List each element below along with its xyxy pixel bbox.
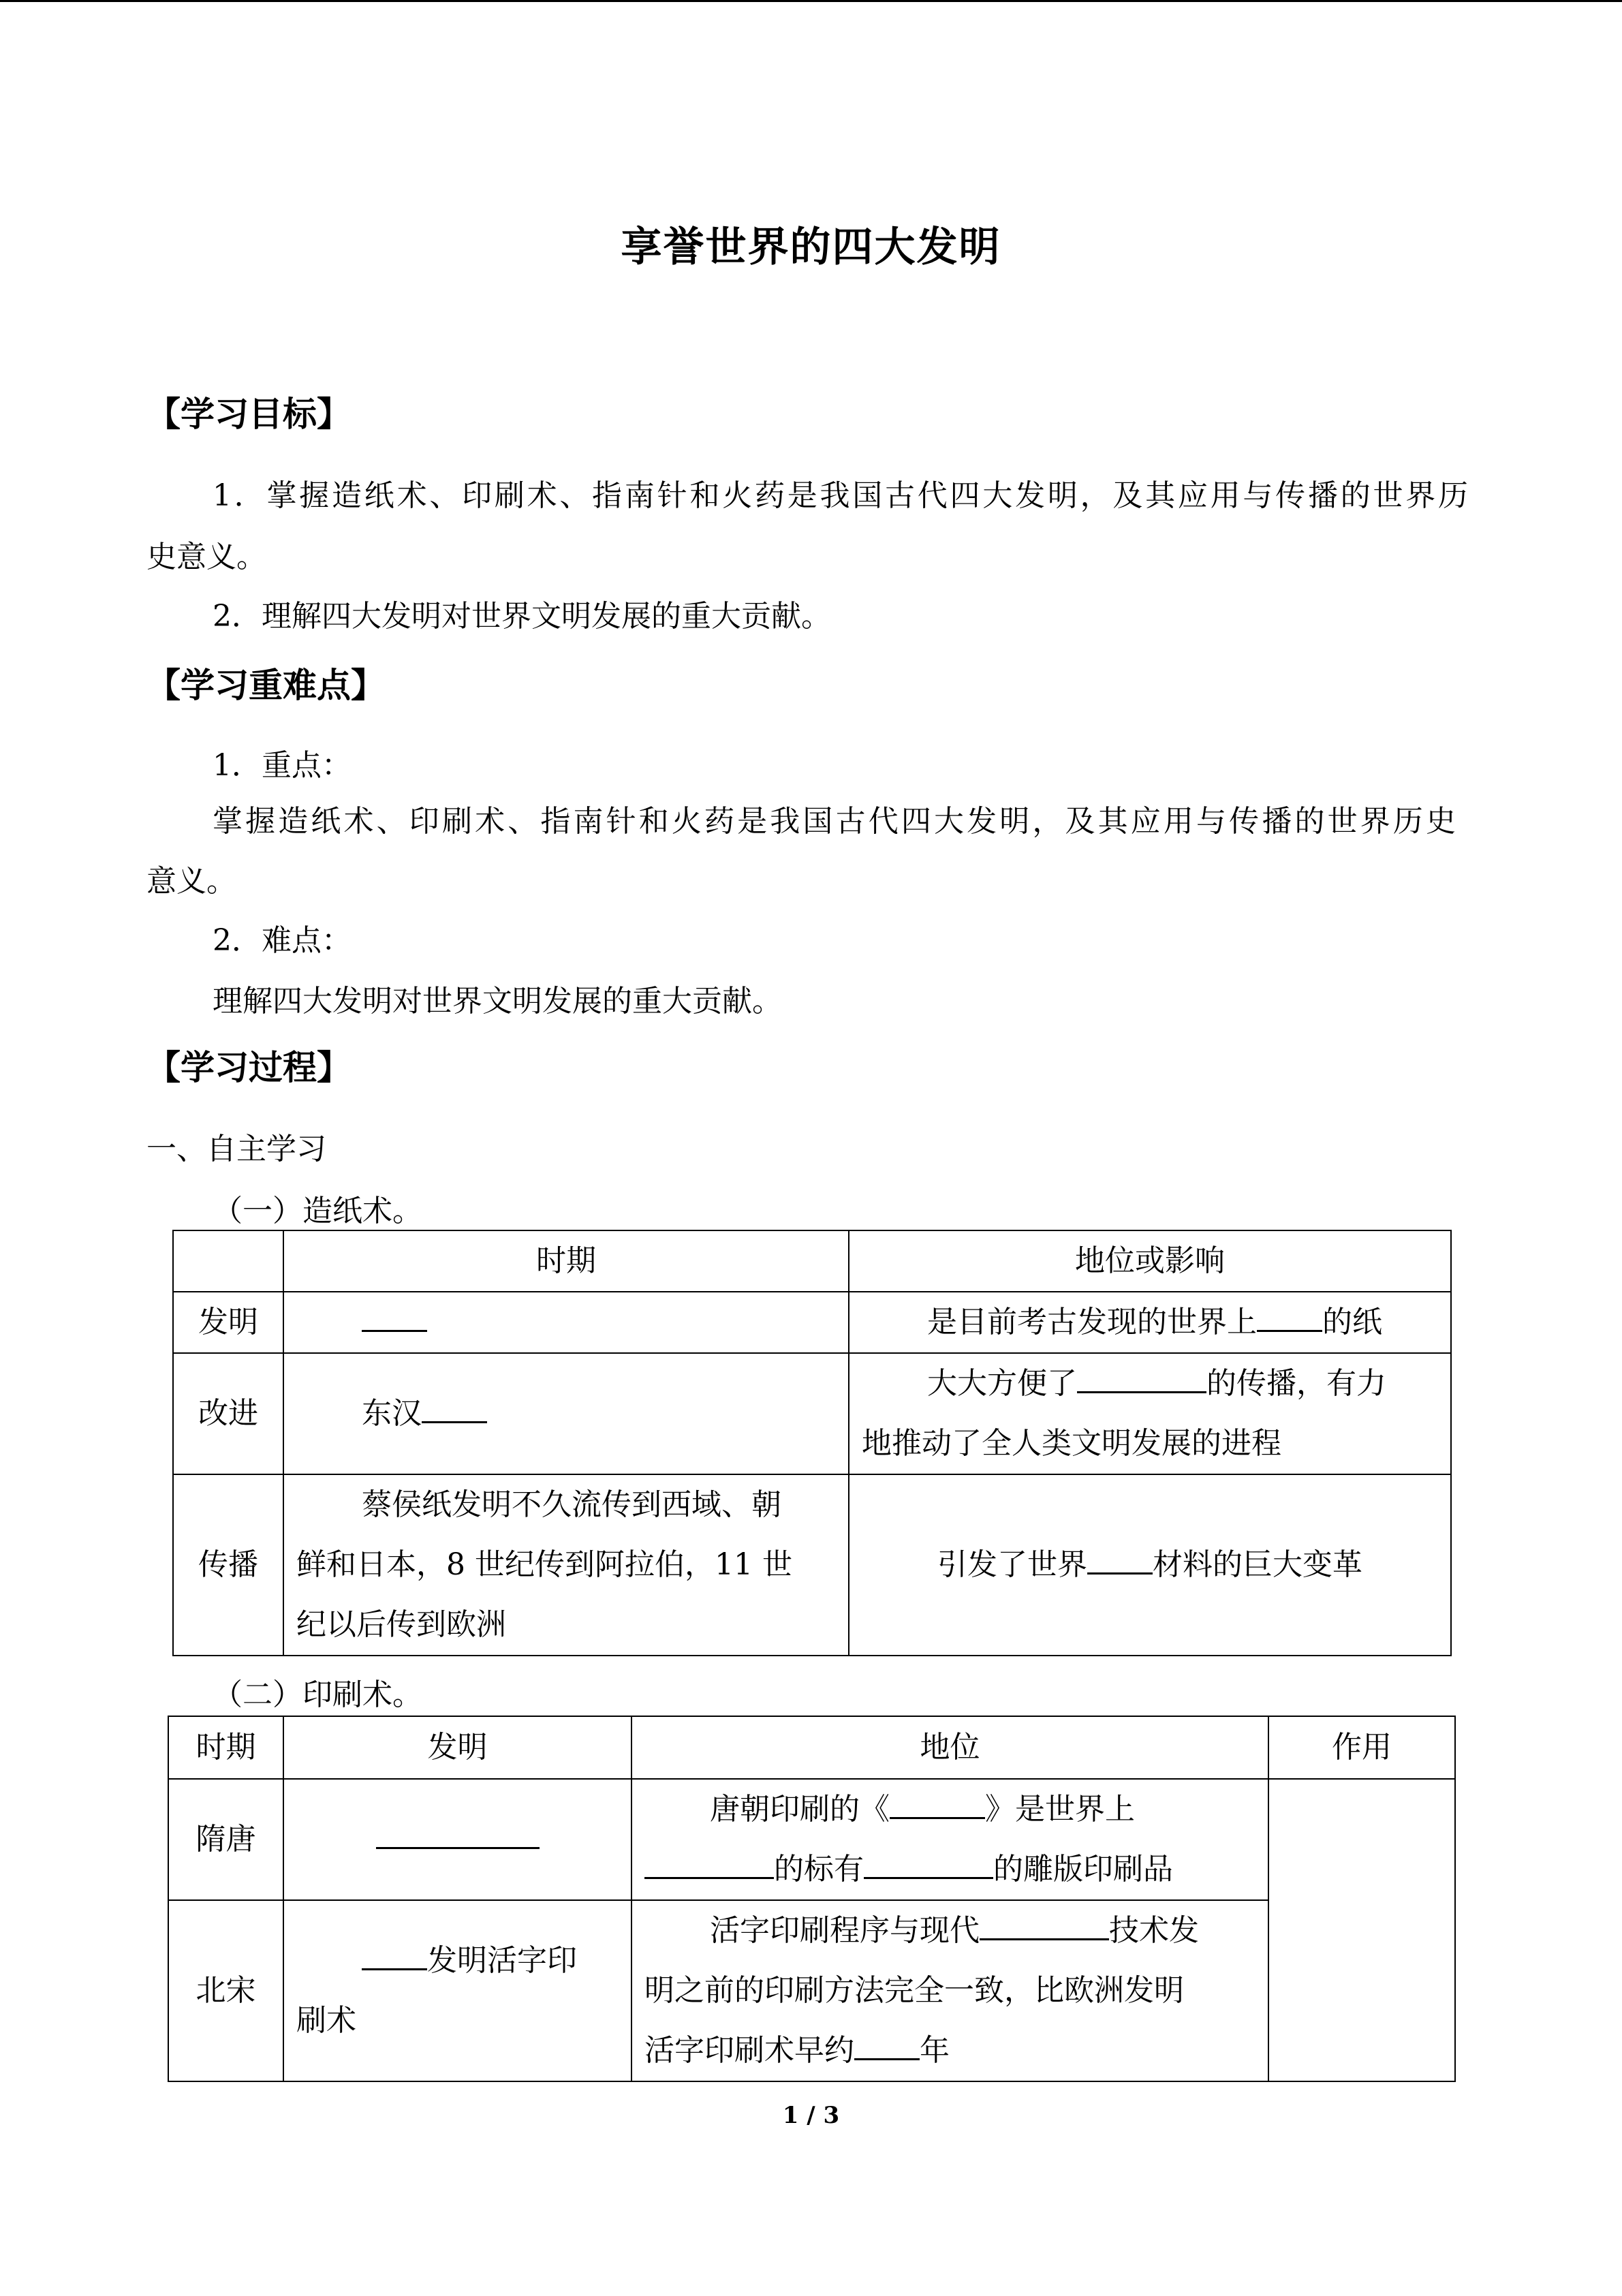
fill-blank[interactable]	[864, 1847, 993, 1879]
sui-tang-invention-cell	[283, 1779, 631, 1900]
print-caption: （二）印刷术。	[213, 1677, 422, 1712]
fill-blank[interactable]	[1077, 1361, 1206, 1393]
fill-blank[interactable]	[890, 1787, 985, 1819]
document-page	[0, 2, 1622, 2296]
spread-period-cell: 蔡侯纸发明不久流传到西域、朝 鲜和日本，8 世纪传到阿拉伯，11 世 纪以后传到欧洲	[283, 1474, 849, 1656]
table-row	[168, 1900, 1455, 2081]
keypoints-heading: 【学习重难点】	[146, 666, 385, 705]
page-number: 1 / 3	[782, 2102, 840, 2129]
self-study-heading: 一、自主学习	[146, 1132, 326, 1166]
fill-blank[interactable]	[644, 1847, 774, 1879]
difficult-label: 2．难点：	[213, 923, 352, 958]
effect-cell[interactable]	[1268, 1779, 1455, 2081]
header-cell: 时期	[168, 1716, 283, 1779]
fill-blank[interactable]	[854, 2028, 920, 2060]
header-cell	[173, 1230, 283, 1292]
row-label: 传播	[173, 1474, 283, 1656]
song-status-cell: 活字印刷程序与现代 技术发 明之前的印刷方法完全一致，比欧洲发明 活字印刷术早约 年	[631, 1900, 1268, 2081]
paper-table	[172, 1230, 1452, 1656]
goals-item-1-line-1: 1．掌握造纸术、印刷术、指南针和火药是我国古代四大发明，及其应用与传播的世界历	[213, 478, 1468, 513]
invention-impact-cell: 是目前考古发现的世界上 的纸	[849, 1292, 1451, 1353]
goals-heading: 【学习目标】	[146, 394, 351, 434]
print-table	[168, 1716, 1456, 2082]
header-cell: 时期	[283, 1230, 849, 1292]
header-cell: 地位	[631, 1716, 1268, 1779]
key-line-2: 意义。	[146, 864, 236, 899]
page-title: 享誉世界的四大发明	[621, 223, 1001, 271]
row-label: 发明	[173, 1292, 283, 1353]
song-invention-cell: 发明活字印 刷术	[283, 1900, 631, 2081]
sui-tang-status-cell: 唐朝印刷的《 》是世界上 的标有 的雕版印刷品	[631, 1779, 1268, 1900]
key-label: 1．重点：	[213, 748, 352, 783]
fill-blank[interactable]	[1257, 1300, 1322, 1332]
goals-item-1-line-2: 史意义。	[146, 540, 266, 574]
table-row	[173, 1230, 1451, 1292]
fill-blank[interactable]	[376, 1817, 540, 1849]
table-row	[173, 1474, 1451, 1656]
goals-item-2: 2．理解四大发明对世界文明发展的重大贡献。	[213, 599, 831, 634]
paper-caption: （一）造纸术。	[213, 1194, 422, 1228]
header-cell: 地位或影响	[849, 1230, 1451, 1292]
row-label: 隋唐	[168, 1779, 283, 1900]
row-label: 改进	[173, 1353, 283, 1474]
improvement-period-cell: 东汉	[283, 1353, 849, 1474]
header-cell: 作用	[1268, 1716, 1455, 1779]
fill-blank[interactable]	[362, 1938, 427, 1970]
table-row	[168, 1716, 1455, 1779]
table-row	[173, 1292, 1451, 1353]
table-row	[173, 1353, 1451, 1474]
table-row	[168, 1779, 1455, 1900]
improvement-impact-cell: 大大方便了 的传播，有力 地推动了全人类文明发展的进程	[849, 1353, 1451, 1474]
process-heading: 【学习过程】	[146, 1048, 351, 1087]
fill-blank[interactable]	[422, 1391, 487, 1423]
spread-impact-cell: 引发了世界 材料的巨大变革	[849, 1474, 1451, 1656]
row-label: 北宋	[168, 1900, 283, 2081]
invention-period-cell	[283, 1292, 849, 1353]
difficult-text: 理解四大发明对世界文明发展的重大贡献。	[213, 984, 782, 1019]
fill-blank[interactable]	[980, 1908, 1109, 1940]
header-cell: 发明	[283, 1716, 631, 1779]
fill-blank[interactable]	[1087, 1542, 1153, 1574]
fill-blank[interactable]	[362, 1300, 427, 1332]
key-line-1: 掌握造纸术、印刷术、指南针和火药是我国古代四大发明，及其应用与传播的世界历史	[213, 804, 1456, 839]
